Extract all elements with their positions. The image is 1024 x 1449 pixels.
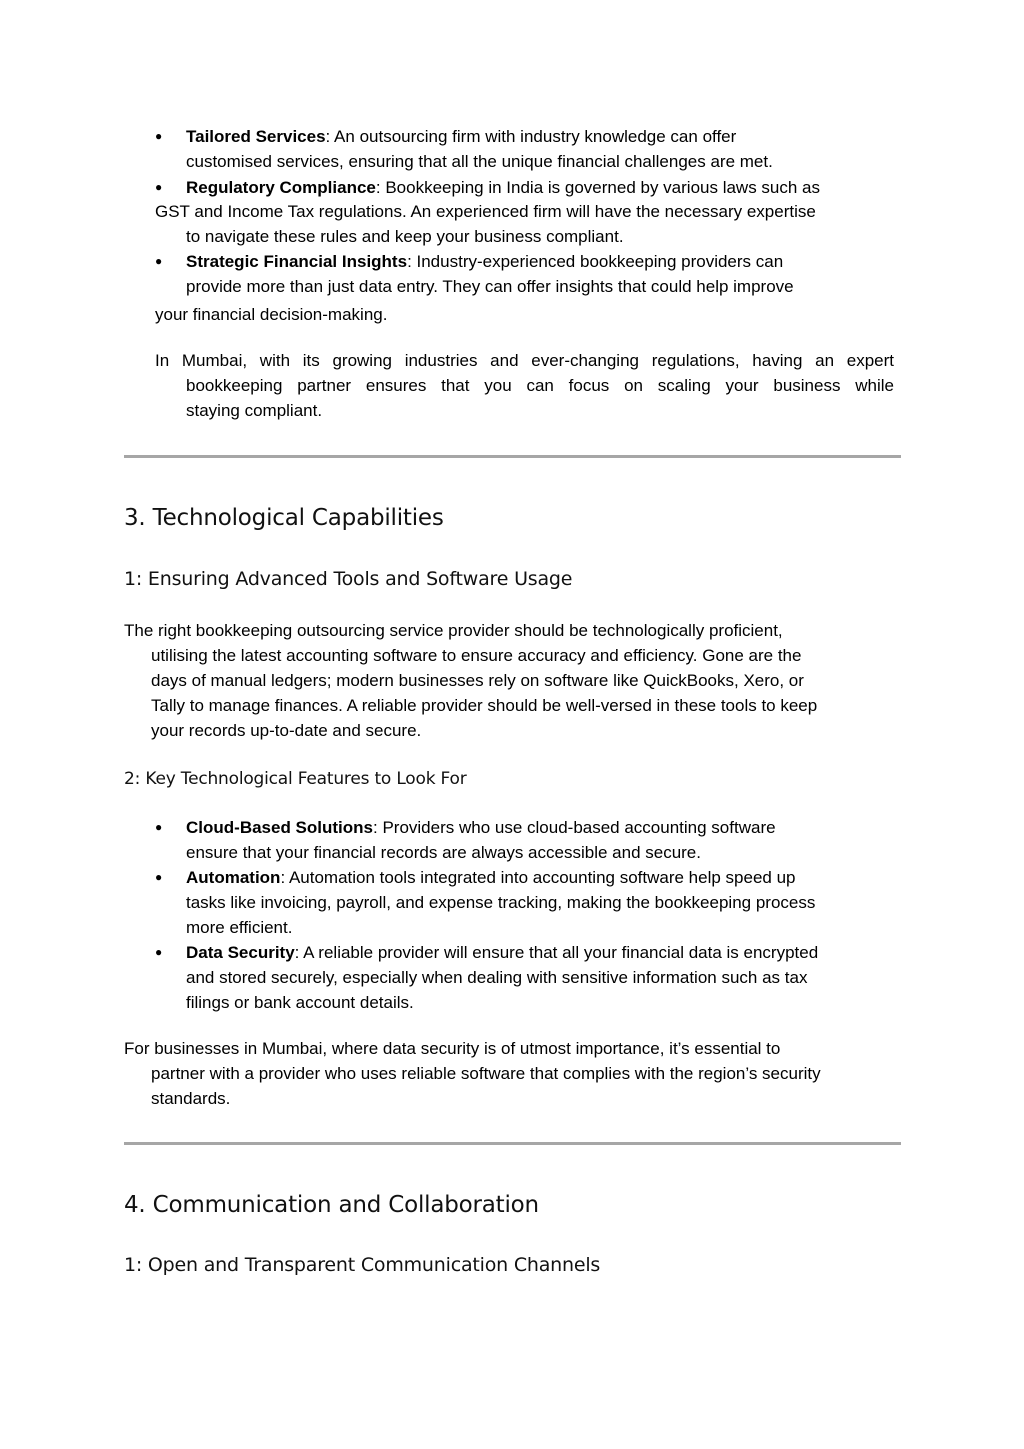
paragraph-line: In Mumbai, with its growing industries and ever-changing regulations, having an expert [155,351,894,370]
bullet-text: tasks like invoicing, payroll, and expense tracking, making the bookkeeping process [186,893,816,912]
bullet-term: Regulatory Compliance [186,178,376,197]
bullet-icon: ● [155,254,163,268]
list-item [155,124,915,174]
bullet-icon: ● [155,180,163,194]
paragraph-line: Tally to manage finances. A reliable provider should be well-versed in these tools to keep [151,696,818,715]
bullet-text: more efficient. [186,918,293,937]
list-item [155,249,915,329]
bullet-text: : Industry-experienced bookkeeping providers can [407,252,784,271]
bullet-text: to navigate these rules and keep your business compliant. [186,227,624,246]
paragraph-line: your records up-to-date and secure. [151,721,422,740]
list-item [155,175,915,250]
bullet-text: : An outsourcing firm with industry knowledge can offer [325,127,737,146]
bullet-term: Tailored Services [186,127,326,146]
bullet-text: : Bookkeeping in India is governed by various laws such as [375,178,821,197]
bullet-text: ensure that your financial records are always accessible and secure. [186,843,701,862]
mumbai-paragraph [155,348,894,423]
paragraph-line: utilising the latest accounting software to ensure accuracy and efficiency. Gone are the [151,646,802,665]
subsection-heading: 1: Open and Transparent Communication Channels [124,1254,601,1276]
bullet-text: customised services, ensuring that all the unique financial challenges are met. [186,152,773,171]
bullet-term: Cloud-Based Solutions [186,818,373,837]
security-paragraph [124,1036,904,1111]
paragraph-line: standards. [151,1089,231,1108]
bullet-text: : Providers who use cloud-based accounting software [373,818,776,837]
paragraph-line: For businesses in Mumbai, where data security is of utmost importance, it’s essential to [124,1039,781,1058]
paragraph-line: partner with a provider who uses reliable software that complies with the region’s security [151,1064,821,1083]
paragraph-line: The right bookkeeping outsourcing service provider should be technologically proficient, [124,621,783,640]
bullet-icon: ● [155,870,163,884]
paragraph-line: days of manual ledgers; modern businesses rely on software like QuickBooks, Xero, or [151,671,804,690]
bullet-text: provide more than just data entry. They can offer insights that could help improve [186,277,794,296]
bullet-icon: ● [155,820,163,834]
bullet-term: Data Security [186,943,295,962]
paragraph-line: staying compliant. [186,401,323,420]
bullet-text: GST and Income Tax regulations. An experienced firm will have the necessary expertise [155,202,816,221]
bullet-text: and stored securely, especially when dealing with sensitive information such as tax [186,968,808,987]
intro-bullet-list [155,124,915,324]
section-heading: 4. Communication and Collaboration [124,1192,539,1218]
bullet-text: your financial decision-making. [155,305,388,324]
tech-paragraph [124,618,904,743]
bullet-icon: ● [155,129,163,143]
section-divider [124,1142,901,1145]
feature-bullet-list [155,815,905,1015]
bullet-term: Strategic Financial Insights [186,252,408,271]
bullet-text: filings or bank account details. [186,993,414,1012]
paragraph-line: bookkeeping partner ensures that you can focus on scaling your business while [186,376,894,395]
bullet-icon: ● [155,945,163,959]
bullet-term: Automation [186,868,281,887]
section-heading: 3. Technological Capabilities [124,505,444,531]
section-divider [124,455,901,458]
subsection-heading: 1: Ensuring Advanced Tools and Software Usage [124,568,573,590]
bullet-text: : Automation tools integrated into accounting software help speed up [280,868,796,887]
subsection-heading: 2: Key Technological Features to Look For [124,769,467,789]
bullet-text: : A reliable provider will ensure that all your financial data is encrypted [294,943,819,962]
